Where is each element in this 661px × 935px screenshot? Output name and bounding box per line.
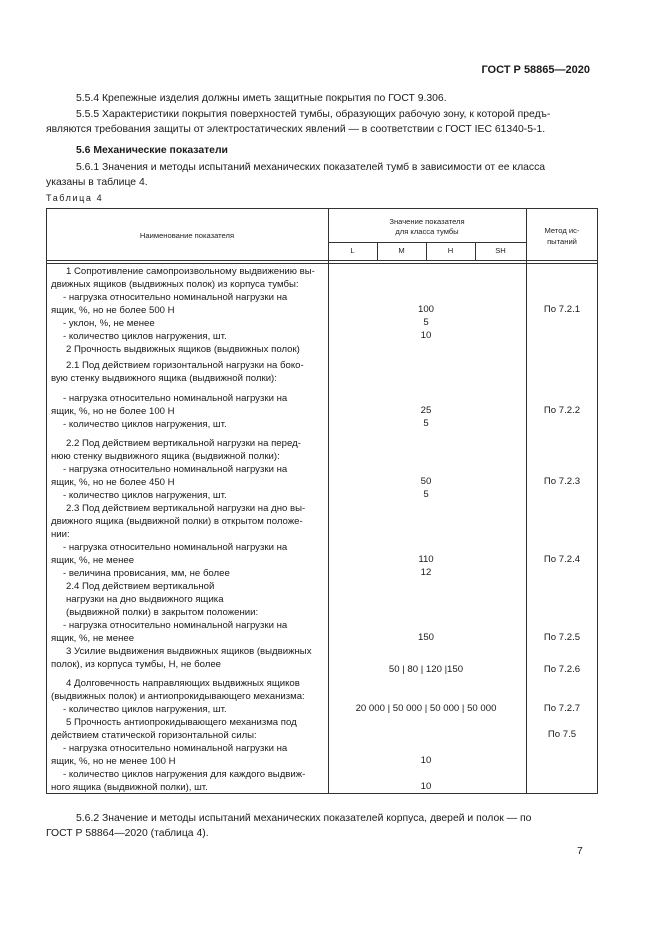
row-text: 2.4 Под действием вертикальной	[66, 581, 215, 592]
method-cell: По 7.2.6	[543, 664, 581, 675]
method-cell: По 7.2.5	[543, 632, 581, 643]
row-text: - уклон, %, не менее	[63, 318, 155, 329]
class-subheader-rule	[328, 242, 526, 243]
header-class-l: L	[350, 246, 355, 255]
value-cell: 50 | 80 | 120 |150	[388, 664, 464, 675]
header-method-line-1: Метод ис-	[544, 226, 580, 235]
row-text: 1 Сопротивление самопроизвольному выдвижению вы-	[66, 266, 315, 277]
row-text: (выдвижной полки) в закрытом положении:	[66, 607, 259, 618]
method-cell: По 7.2.3	[543, 476, 581, 487]
row-text: ящик, %, но не более 100 Н	[51, 406, 175, 417]
value-cell: 10	[420, 330, 432, 341]
row-text: - величина провисания, мм, не более	[63, 568, 230, 579]
table-border-top	[46, 208, 598, 209]
method-cell: По 7.2.1	[543, 304, 581, 315]
row-text: - нагрузка относительно номинальной нагрузки на	[63, 393, 288, 404]
row-text: - количество циклов нагружения, шт.	[63, 490, 227, 501]
row-text: - нагрузка относительно номинальной нагрузки на	[63, 620, 288, 631]
value-cell: 5	[423, 317, 429, 328]
paragraph-5-6-1-line-2: указаны в таблице 4.	[46, 177, 148, 188]
row-text: - нагрузка относительно номинальной нагрузки на	[63, 292, 288, 303]
value-cell: 100	[417, 304, 434, 315]
row-text: нагрузки на дно выдвижного ящика	[66, 594, 224, 605]
section-title: 5.6 Механические показатели	[76, 145, 228, 156]
row-text: 2.3 Под действием вертикальной нагрузки на дно вы-	[66, 503, 306, 514]
page-number: 7	[577, 846, 583, 857]
method-cell: По 7.2.2	[543, 405, 581, 416]
value-cell: 5	[423, 489, 429, 500]
row-text: 2.2 Под действием вертикальной нагрузки на перед-	[66, 438, 301, 449]
row-text: ящик, %, но не более 450 Н	[51, 477, 175, 488]
paragraph-5-5-5-line-1: 5.5.5 Характеристики покрытия поверхностей тумбы, образующих рабочую зону, к которой предъ-	[76, 109, 551, 120]
header-value-line-2: для класса тумбы	[395, 227, 459, 236]
row-text: полок), из корпуса тумбы, Н, не более	[51, 659, 222, 670]
method-cell: По 7.2.4	[543, 554, 581, 565]
value-cell: 20 000 | 50 000 | 50 000 | 50 000	[355, 703, 497, 714]
value-cell: 10	[420, 755, 432, 766]
paragraph-5-6-2-line-1: 5.6.2 Значение и методы испытаний механических показателей корпуса, дверей и полок — по	[76, 813, 532, 824]
paragraph-5-5-4: 5.5.4 Крепежные изделия должны иметь защитные покрытия по ГОСТ 9.306.	[76, 93, 447, 104]
row-text: нии:	[51, 529, 70, 540]
method-cell: По 7.5	[547, 729, 577, 740]
row-text: - нагрузка относительно номинальной нагрузки на	[63, 542, 288, 553]
row-text: - количество циклов нагружения, шт.	[63, 704, 227, 715]
row-text: действием статической горизонтальной силы:	[51, 730, 257, 741]
paragraph-5-6-1-line-1: 5.6.1 Значения и методы испытаний механических показателей тумб в зависимости от ее класса	[76, 162, 546, 173]
row-text: ящик, %, не менее	[51, 633, 135, 644]
row-text: 2.1 Под действием горизонтальной нагрузки на боко-	[66, 360, 304, 371]
row-text: нюю стенку выдвижного ящика (выдвижной полки):	[51, 451, 280, 462]
table-caption: Таблица 4	[46, 193, 104, 203]
header-value-line-1: Значение показателя	[389, 217, 465, 226]
row-text: ящик, %, не менее	[51, 555, 135, 566]
row-text: - количество циклов нагружения, шт.	[63, 331, 227, 342]
row-text: - количество циклов нагружения, шт.	[63, 419, 227, 430]
paragraph-5-6-2-line-2: ГОСТ Р 58864—2020 (таблица 4).	[46, 828, 209, 839]
row-text: ящик, %, но не менее 100 Н	[51, 756, 176, 767]
row-text: - нагрузка относительно номинальной нагрузки на	[63, 464, 288, 475]
row-text: ного ящика (выдвижной полки), шт.	[51, 782, 208, 793]
document-code: ГОСТ Р 58865—2020	[481, 64, 590, 76]
header-bottom-rule	[46, 260, 598, 261]
row-text: вую стенку выдвижного ящика (выдвижной полки):	[51, 373, 277, 384]
value-cell: 50	[420, 476, 432, 487]
value-cell: 5	[423, 418, 429, 429]
paragraph-5-5-5-line-2: являются требования защиты от электростатических явлений — в соответствии с ГОСТ IEC 61340-5-1.	[46, 124, 546, 135]
row-text: 5 Прочность антиопрокидывающего механизма под	[66, 717, 297, 728]
value-cell: 10	[420, 781, 432, 792]
row-text: 2 Прочность выдвижных ящиков (выдвижных полок)	[66, 344, 300, 355]
table-border-left	[46, 208, 47, 794]
header-bottom-rule-double	[46, 263, 598, 264]
row-text: 3 Усилие выдвижения выдвижных ящиков (выдвижных	[66, 646, 312, 657]
header-class-sh: SH	[495, 246, 506, 255]
header-class-m: M	[398, 246, 405, 255]
header-method-line-2: пытаний	[547, 237, 577, 246]
value-cell: 150	[417, 632, 434, 643]
row-text: - нагрузка относительно номинальной нагрузки на	[63, 743, 288, 754]
value-cell: 12	[420, 567, 432, 578]
row-text: 4 Долговечность направляющих выдвижных ящиков	[66, 678, 300, 689]
header-class-h: H	[447, 246, 454, 255]
method-cell: По 7.2.7	[543, 703, 581, 714]
header-indicator-name: Наименование показателя	[139, 231, 235, 240]
row-text: - количество циклов нагружения для каждого выдвиж-	[63, 769, 306, 780]
row-text: ящик, %, но не более 500 Н	[51, 305, 175, 316]
row-text: движных ящиков (выдвижных полок) из корпуса тумбы:	[51, 279, 299, 290]
row-text: движного ящика (выдвижной полки) в открытом положе-	[51, 516, 303, 527]
value-cell: 110	[418, 554, 434, 565]
table-4	[46, 208, 598, 794]
row-text: (выдвижных полок) и антиопрокидывающего механизма:	[51, 691, 305, 702]
value-cell: 25	[420, 405, 432, 416]
